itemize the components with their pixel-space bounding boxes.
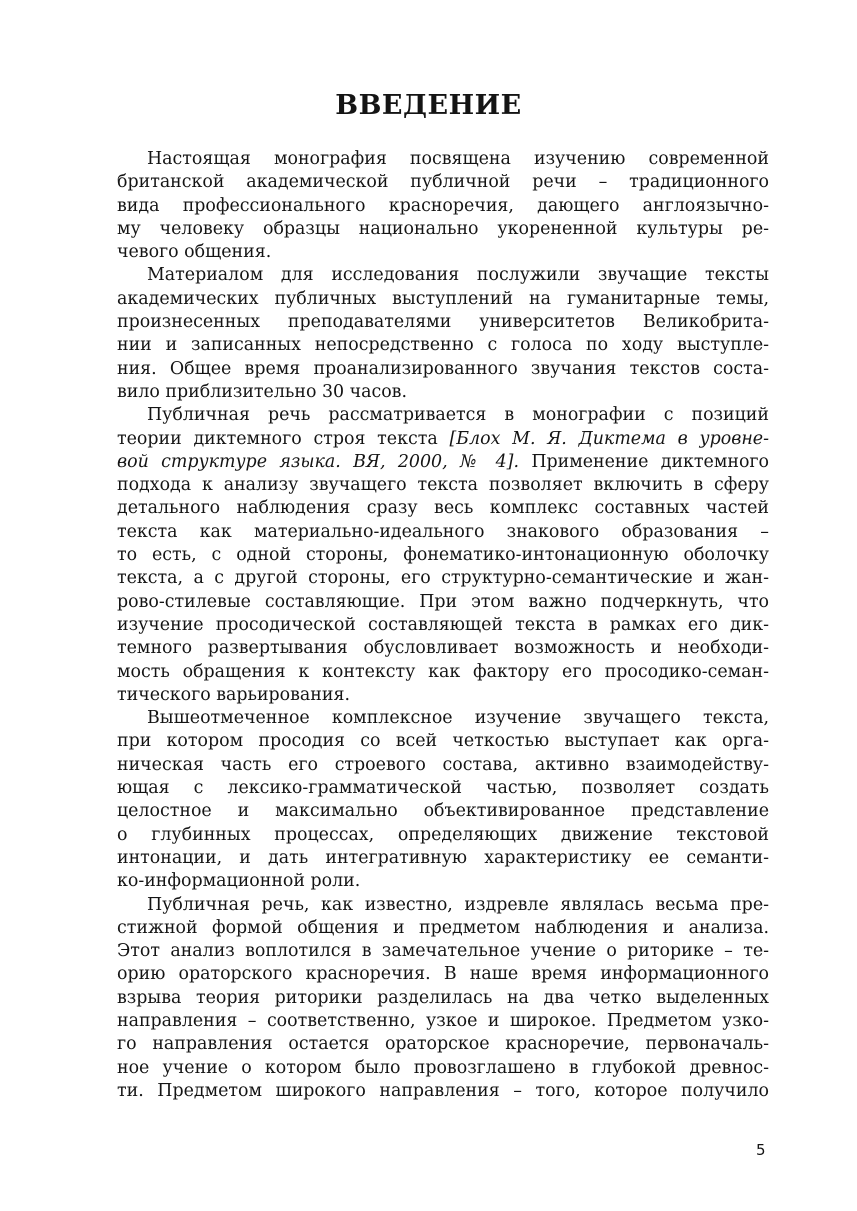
text-line: мость обращения к контексту как фактору его просодико-семан- (117, 661, 769, 682)
text-line: ти. Предметом широкого направления – того, которое получило (117, 1080, 769, 1101)
text-line: чевого общения. (117, 242, 272, 263)
text-line: академических публичных выступлений на гуманитарные темы, (117, 288, 769, 309)
text-run: Применение диктемного (518, 451, 770, 472)
text-line: орию ораторского красноречия. В наше время информационного (117, 964, 769, 985)
text-run: теории диктемного строя текста (117, 428, 450, 449)
text-line: Настоящая монография посвящена изучению современной (147, 149, 769, 169)
text-line: Публичная речь рассматривается в монографии с позиций (147, 405, 769, 426)
text-line: тического варьирования. (117, 684, 350, 705)
paragraph-4 (117, 707, 769, 893)
text-line: Материалом для исследования послужили звучащие тексты (147, 265, 769, 286)
text-line: вило приблизительно 30 часов. (117, 381, 407, 402)
paragraph-5 (117, 894, 769, 1104)
text-line (117, 451, 769, 474)
text-line: ное учение о котором было провозглашено в глубокой древнос- (117, 1057, 769, 1078)
text-line: му человеку образцы национально укорененной культуры ре- (117, 218, 769, 239)
text-line: стижной формой общения и предметом наблюдения и анализа. (117, 917, 769, 938)
text-line: произнесенных преподавателями университетов Великобрита- (117, 312, 769, 333)
text-line: ния. Общее время проанализированного звучания текстов соста- (117, 358, 769, 379)
text-line: Публичная речь, как известно, издревле являлась весьма пре- (147, 894, 769, 915)
paragraph-3 (117, 404, 769, 707)
text-line: рово-стилевые составляющие. При этом важно подчеркнуть, что (117, 591, 769, 612)
text-line: британской академической публичной речи – традиционного (117, 172, 769, 193)
text-line: нии и записанных непосредственно с голоса по ходу выступле- (117, 335, 769, 356)
text-line (117, 428, 769, 451)
paragraph-2 (117, 264, 769, 404)
text-line: го направления остается ораторское красноречие, первоначаль- (117, 1034, 769, 1055)
text-line: темного развертывания обусловливает возможность и необходи- (117, 638, 769, 659)
text-line: направления – соответственно, узкое и широкое. Предметом узко- (117, 1010, 769, 1031)
text-line: вида профессионального красноречия, дающего англоязычно- (117, 195, 769, 216)
text-line: подхода к анализу звучащего текста позволяет включить в сферу (117, 475, 769, 496)
text-line: Этот анализ воплотился в замечательное учение о риторике – те- (117, 941, 769, 962)
text-line: текста, а с другой стороны, его структурно-семантические и жан- (117, 568, 769, 589)
text-line: детального наблюдения сразу весь комплекс составных частей (117, 498, 769, 519)
text-line: взрыва теория риторики разделилась на два четко выделенных (117, 987, 769, 1008)
text-line: интонации, и дать интегративную характеристику ее семанти- (117, 847, 769, 868)
text-line: изучение просодической составляющей текста в рамках его дик- (117, 614, 769, 635)
text-line: о глубинных процессах, определяющих движение текстовой (117, 824, 769, 845)
text-line: Вышеотмеченное комплексное изучение звучащего текста, (147, 708, 769, 729)
text-line: при котором просодия со всей четкостью выступает как орга- (117, 731, 769, 752)
body-text (117, 148, 769, 1103)
chapter-title: ВВЕДЕНИЕ (335, 90, 522, 121)
text-line: ко-информационной роли. (117, 871, 361, 892)
citation-text: вой структуре языка. ВЯ, 2000, № 4]. (117, 451, 519, 472)
text-line: то есть, с одной стороны, фонематико-интонационную оболочку (117, 545, 769, 566)
text-line: ющая с лексико-грамматической частью, позволяет создать (117, 778, 769, 799)
citation-text: [Блох М. Я. Диктема в уровне- (449, 428, 769, 449)
text-line: целостное и максимально объективированное представление (117, 801, 769, 822)
page-number: 5 (756, 1141, 766, 1159)
text-line: текста как материально-идеального знакового образования – (117, 521, 769, 542)
text-line: ническая часть его строевого состава, активно взаимодейству- (117, 754, 769, 775)
paragraph-1 (117, 148, 769, 264)
